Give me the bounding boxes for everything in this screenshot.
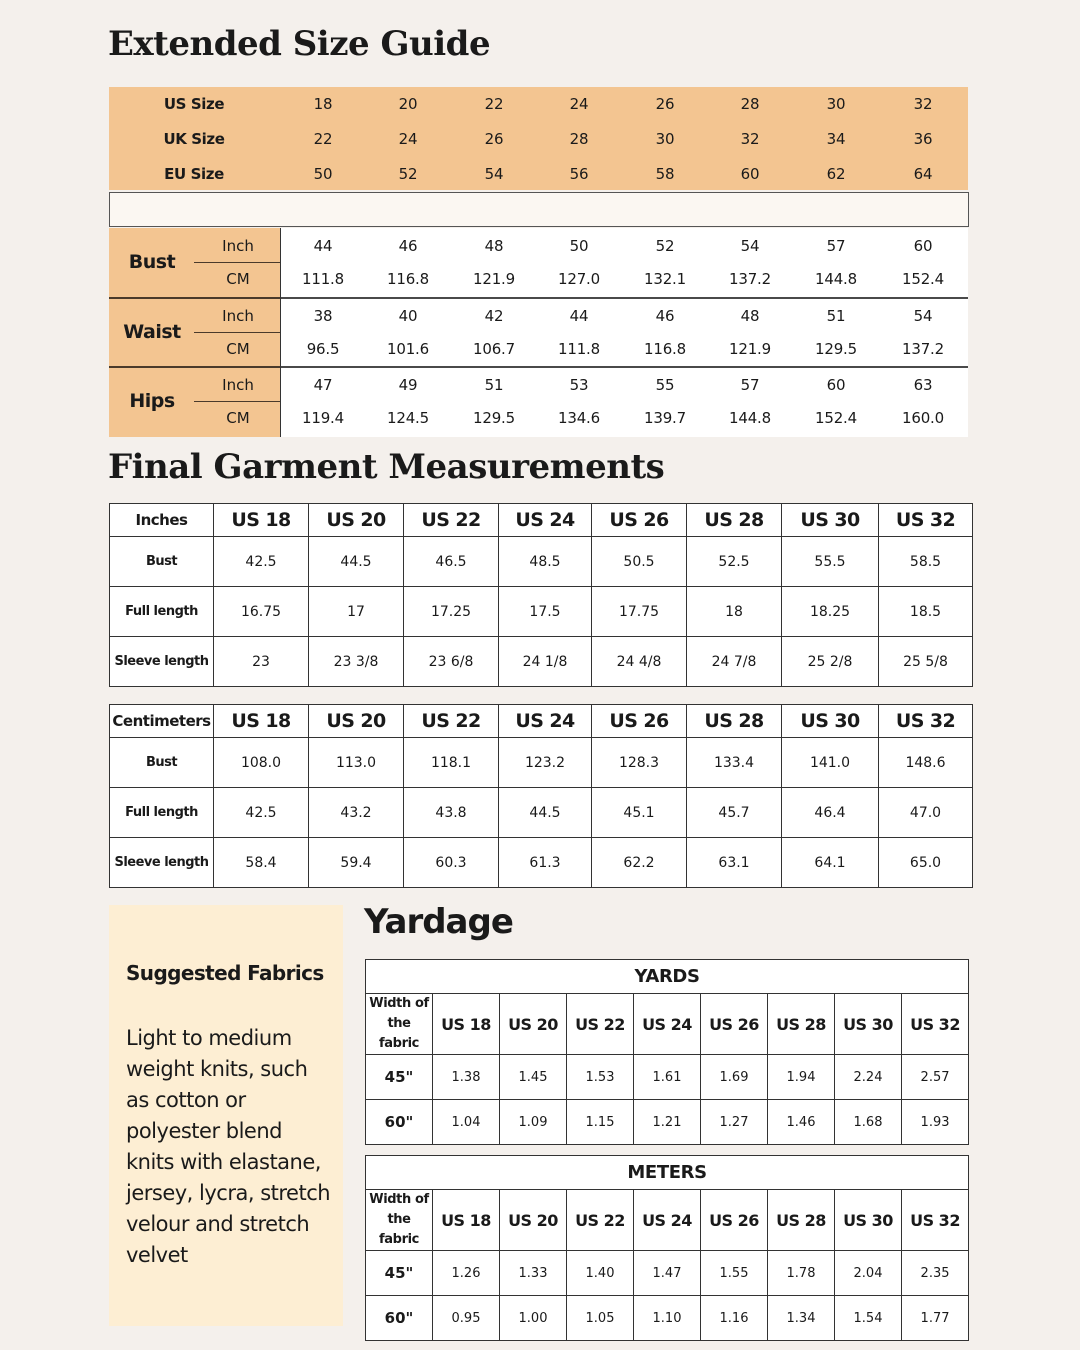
size-value: 36 [913, 130, 933, 148]
size-column-header: US 32 [879, 705, 973, 738]
yardage-cell: 1.45 [500, 1055, 567, 1100]
table-row [110, 537, 973, 587]
cm-value: 160.0 [902, 409, 944, 428]
measurement-cell: 141.0 [782, 738, 879, 788]
fabric-width-header: Width of the fabric [366, 994, 433, 1055]
cm-value: 111.8 [558, 339, 600, 358]
inch-value: 49 [398, 376, 418, 395]
size-value: 30 [655, 130, 675, 148]
cm-value: 119.4 [302, 409, 344, 428]
inch-value: 47 [313, 376, 333, 395]
measurement-cell: 108.0 [214, 738, 309, 788]
measure-divider [109, 366, 281, 368]
yards-caption: YARDS [366, 960, 969, 994]
size-column-header: US 26 [592, 705, 687, 738]
size-column-header: US 32 [902, 994, 969, 1055]
garment-centimeters-table [109, 704, 973, 888]
cm-value: 96.5 [306, 339, 340, 358]
measurement-cell: 118.1 [404, 738, 499, 788]
inch-value: 54 [913, 306, 933, 325]
measurement-cell: 23 6/8 [404, 637, 499, 687]
cm-value: 129.5 [815, 339, 857, 358]
yardage-cell: 2.04 [835, 1251, 902, 1296]
size-value: 26 [655, 95, 675, 113]
yardage-cell: 1.55 [701, 1251, 768, 1296]
yardage-cell: 1.00 [500, 1296, 567, 1341]
corner-label: Centimeters [110, 705, 214, 738]
yardage-cell: 1.15 [567, 1100, 634, 1145]
size-column-header: US 32 [879, 504, 973, 537]
row-label-full-length: Full length [110, 788, 214, 838]
size-column-header: US 20 [309, 504, 404, 537]
unit-label-inch: Inch [222, 376, 254, 395]
inch-value: 54 [740, 237, 760, 255]
inch-value: 44 [569, 306, 589, 325]
cm-value: 111.8 [302, 270, 344, 288]
measurement-cell: 23 [214, 637, 309, 687]
unit-divider [194, 332, 281, 333]
size-column-header: US 24 [634, 994, 701, 1055]
yardage-cell: 1.34 [768, 1296, 835, 1341]
yardage-cell: 1.21 [634, 1100, 701, 1145]
row-divider [281, 297, 968, 299]
measurement-cell: 123.2 [499, 738, 592, 788]
inch-value: 60 [826, 376, 846, 395]
measurement-cell: 24 1/8 [499, 637, 592, 687]
size-column-header: US 20 [500, 994, 567, 1055]
caption-row [366, 960, 969, 994]
measurement-cell: 17.25 [404, 587, 499, 637]
size-column-header: US 18 [433, 1190, 500, 1251]
measurement-cell: 23 3/8 [309, 637, 404, 687]
measurement-cell: 52.5 [687, 537, 782, 587]
measurement-cell: 42.5 [214, 537, 309, 587]
size-row-label: UK Size [163, 130, 225, 148]
unit-label-cm: CM [226, 339, 250, 358]
fabric-width-label: 60" [366, 1100, 433, 1145]
size-value: 32 [913, 95, 933, 113]
measurement-cell: 43.2 [309, 788, 404, 838]
measure-waist-label: Waist [123, 320, 181, 343]
yardage-cell: 1.04 [433, 1100, 500, 1145]
size-column-header: US 18 [214, 504, 309, 537]
measurement-cell: 61.3 [499, 838, 592, 888]
size-value: 56 [569, 165, 589, 183]
size-row-label: US Size [163, 95, 225, 113]
caption-row [366, 1156, 969, 1190]
cm-value: 106.7 [473, 339, 515, 358]
measurement-cell: 16.75 [214, 587, 309, 637]
inch-value: 42 [484, 306, 504, 325]
yardage-cell: 1.09 [500, 1100, 567, 1145]
yardage-cell: 2.24 [835, 1055, 902, 1100]
table-row [110, 637, 973, 687]
size-value: 24 [398, 130, 418, 148]
yardage-cell: 1.69 [701, 1055, 768, 1100]
yardage-cell: 1.77 [902, 1296, 969, 1341]
header-row [366, 1190, 969, 1251]
size-value: 30 [826, 95, 846, 113]
fabric-width-label: 60" [366, 1296, 433, 1341]
size-column-header: US 28 [687, 504, 782, 537]
body-measurements-table [109, 228, 968, 437]
measure-bust-label: Bust [128, 251, 176, 273]
size-column-header: US 24 [634, 1190, 701, 1251]
cm-value: 152.4 [815, 409, 857, 428]
measurement-cell: 65.0 [879, 838, 973, 888]
fabric-width-label: 45" [366, 1251, 433, 1296]
unit-divider [194, 401, 281, 402]
table-row [110, 738, 973, 788]
size-column-header: US 30 [835, 1190, 902, 1251]
inch-value: 44 [313, 237, 333, 255]
yardage-yards-table [365, 959, 969, 1145]
size-column-header: US 22 [404, 504, 499, 537]
yardage-cell: 1.47 [634, 1251, 701, 1296]
unit-label-inch: Inch [222, 237, 254, 255]
size-value: 22 [313, 130, 333, 148]
size-value: 58 [655, 165, 675, 183]
yardage-cell: 1.33 [500, 1251, 567, 1296]
size-value: 64 [913, 165, 933, 183]
yardage-cell: 1.53 [567, 1055, 634, 1100]
measurement-cell: 17.5 [499, 587, 592, 637]
size-conversion-header [109, 87, 968, 190]
header-row [110, 504, 973, 537]
fabric-width-label: 45" [366, 1055, 433, 1100]
yardage-meters-table [365, 1155, 969, 1341]
inch-value: 51 [484, 376, 504, 395]
garment-inches-table [109, 503, 973, 687]
yardage-cell: 0.95 [433, 1296, 500, 1341]
measurement-cell: 63.1 [687, 838, 782, 888]
measurement-labels-column [109, 228, 281, 437]
row-label-bust: Bust [110, 537, 214, 587]
suggested-fabrics-text: Light to medium weight knits, such as cotton or polyester blend knits with elastane, jersey, lycra, stretch velour and stretch velvet [126, 1026, 331, 1267]
measurement-cell: 128.3 [592, 738, 687, 788]
size-row-eu-size [109, 157, 968, 192]
size-row-label: EU Size [164, 165, 224, 183]
yardage-cell: 1.61 [634, 1055, 701, 1100]
yardage-cell: 1.68 [835, 1100, 902, 1145]
measurement-cell: 43.8 [404, 788, 499, 838]
size-column-header: US 30 [835, 994, 902, 1055]
inch-value: 60 [913, 237, 933, 255]
cm-value: 116.8 [644, 339, 686, 358]
size-column-header: US 20 [309, 705, 404, 738]
measurement-cell: 42.5 [214, 788, 309, 838]
measurement-cell: 58.4 [214, 838, 309, 888]
yardage-cell: 1.54 [835, 1296, 902, 1341]
row-label-bust: Bust [110, 738, 214, 788]
measurement-cell: 50.5 [592, 537, 687, 587]
measurement-cell: 25 2/8 [782, 637, 879, 687]
measurement-cell: 46.5 [404, 537, 499, 587]
size-column-header: US 26 [592, 504, 687, 537]
inch-value: 40 [398, 306, 418, 325]
measurement-cell: 59.4 [309, 838, 404, 888]
measurement-cell: 62.2 [592, 838, 687, 888]
inch-value: 50 [569, 237, 589, 255]
cm-value: 144.8 [729, 409, 771, 428]
row-label-sleeve-length: Sleeve length [110, 838, 214, 888]
measurement-cell: 44.5 [499, 788, 592, 838]
yardage-cell: 1.94 [768, 1055, 835, 1100]
size-column-header: US 22 [404, 705, 499, 738]
corner-label: Inches [110, 504, 214, 537]
cm-value: 134.6 [558, 409, 600, 428]
size-column-header: US 26 [701, 1190, 768, 1251]
unit-label-cm: CM [226, 270, 250, 288]
measurement-cell: 18.5 [879, 587, 973, 637]
inch-value: 38 [313, 306, 333, 325]
row-label-sleeve-length: Sleeve length [110, 637, 214, 687]
cm-value: 137.2 [729, 270, 771, 288]
table-row [366, 1100, 969, 1145]
fabric-width-header: Width of the fabric [366, 1190, 433, 1251]
measurement-cell: 24 4/8 [592, 637, 687, 687]
measurement-cell: 64.1 [782, 838, 879, 888]
measurement-cell: 18 [687, 587, 782, 637]
yardage-cell: 2.35 [902, 1251, 969, 1296]
yardage-cell: 1.93 [902, 1100, 969, 1145]
inch-value: 46 [398, 237, 418, 255]
size-value: 28 [569, 130, 589, 148]
size-column-header: US 18 [433, 994, 500, 1055]
cm-value: 101.6 [387, 339, 429, 358]
unit-label-inch: Inch [222, 306, 254, 325]
size-value: 24 [569, 95, 589, 113]
cm-value: 132.1 [644, 270, 686, 288]
measurement-cell: 18.25 [782, 587, 879, 637]
measurement-cell: 24 7/8 [687, 637, 782, 687]
yardage-cell: 1.10 [634, 1296, 701, 1341]
size-column-header: US 28 [768, 1190, 835, 1251]
size-value: 28 [740, 95, 760, 113]
measurement-cell: 113.0 [309, 738, 404, 788]
size-value: 34 [826, 130, 846, 148]
measurement-cell: 60.3 [404, 838, 499, 888]
table-row [366, 1251, 969, 1296]
size-column-header: US 24 [499, 705, 592, 738]
suggested-fabrics-title: Suggested Fabrics [126, 961, 324, 985]
garment-measurements-title: Final Garment Measurements [108, 447, 665, 487]
measurement-cell: 48.5 [499, 537, 592, 587]
size-guide-title: Extended Size Guide [108, 24, 491, 64]
inch-value: 57 [826, 237, 846, 255]
unit-divider [194, 262, 281, 263]
size-value: 32 [740, 130, 760, 148]
inch-value: 48 [484, 237, 504, 255]
yardage-cell: 1.38 [433, 1055, 500, 1100]
measurement-cell: 17.75 [592, 587, 687, 637]
inch-value: 53 [569, 376, 589, 395]
size-value: 18 [313, 95, 333, 113]
measurement-cell: 45.1 [592, 788, 687, 838]
cm-value: 124.5 [387, 409, 429, 428]
size-value: 22 [484, 95, 504, 113]
inch-value: 51 [826, 306, 846, 325]
size-column-header: US 30 [782, 705, 879, 738]
cm-value: 121.9 [473, 270, 515, 288]
size-column-header: US 18 [214, 705, 309, 738]
yardage-title: Yardage [364, 902, 513, 942]
size-row-uk-size [109, 122, 968, 157]
measurement-cell: 44.5 [309, 537, 404, 587]
measurement-cell: 58.5 [879, 537, 973, 587]
yardage-cell: 1.05 [567, 1296, 634, 1341]
size-column-header: US 30 [782, 504, 879, 537]
size-column-header: US 20 [500, 1190, 567, 1251]
measurement-cell: 25 5/8 [879, 637, 973, 687]
size-value: 62 [826, 165, 846, 183]
cm-value: 139.7 [644, 409, 686, 428]
yardage-cell: 1.78 [768, 1251, 835, 1296]
measurement-cell: 46.4 [782, 788, 879, 838]
size-column-header: US 22 [567, 994, 634, 1055]
measure-divider [109, 297, 281, 299]
row-divider [281, 366, 968, 368]
yardage-cell: 1.27 [701, 1100, 768, 1145]
yardage-cell: 1.16 [701, 1296, 768, 1341]
inch-value: 63 [913, 376, 933, 395]
size-guide-spacer-row [109, 192, 969, 227]
table-row [110, 587, 973, 637]
cm-value: 137.2 [902, 339, 944, 358]
measurement-cell: 45.7 [687, 788, 782, 838]
size-value: 52 [398, 165, 418, 183]
unit-label-cm: CM [226, 409, 250, 428]
yardage-cell: 1.26 [433, 1251, 500, 1296]
header-row [366, 994, 969, 1055]
table-row [110, 788, 973, 838]
size-column-header: US 24 [499, 504, 592, 537]
yardage-cell: 1.46 [768, 1100, 835, 1145]
inch-value: 52 [655, 237, 675, 255]
measurement-cell: 148.6 [879, 738, 973, 788]
header-row [110, 705, 973, 738]
size-value: 60 [740, 165, 760, 183]
suggested-fabrics-panel [109, 905, 343, 1326]
inch-value: 55 [655, 376, 675, 395]
size-column-header: US 32 [902, 1190, 969, 1251]
cm-value: 129.5 [473, 409, 515, 428]
size-column-header: US 22 [567, 1190, 634, 1251]
inch-value: 48 [740, 306, 760, 325]
cm-value: 116.8 [387, 270, 429, 288]
meters-caption: METERS [366, 1156, 969, 1190]
size-column-header: US 26 [701, 994, 768, 1055]
measurement-cell: 133.4 [687, 738, 782, 788]
size-value: 26 [484, 130, 504, 148]
inch-value: 46 [655, 306, 675, 325]
measure-hips-label: Hips [129, 390, 175, 413]
yardage-cell: 1.40 [567, 1251, 634, 1296]
size-value: 50 [313, 165, 333, 183]
row-label-full-length: Full length [110, 587, 214, 637]
measurement-cell: 47.0 [879, 788, 973, 838]
table-row [366, 1055, 969, 1100]
size-column-header: US 28 [768, 994, 835, 1055]
table-row [366, 1296, 969, 1341]
cm-value: 127.0 [558, 270, 600, 288]
cm-value: 144.8 [815, 270, 857, 288]
measurement-cell: 17 [309, 587, 404, 637]
size-column-header: US 28 [687, 705, 782, 738]
cm-value: 152.4 [902, 270, 944, 288]
size-value: 54 [484, 165, 504, 183]
table-row [110, 838, 973, 888]
size-value: 20 [398, 95, 418, 113]
measurement-cell: 55.5 [782, 537, 879, 587]
yardage-cell: 2.57 [902, 1055, 969, 1100]
cm-value: 121.9 [729, 339, 771, 358]
size-row-us-size [109, 87, 968, 122]
inch-value: 57 [740, 376, 760, 395]
